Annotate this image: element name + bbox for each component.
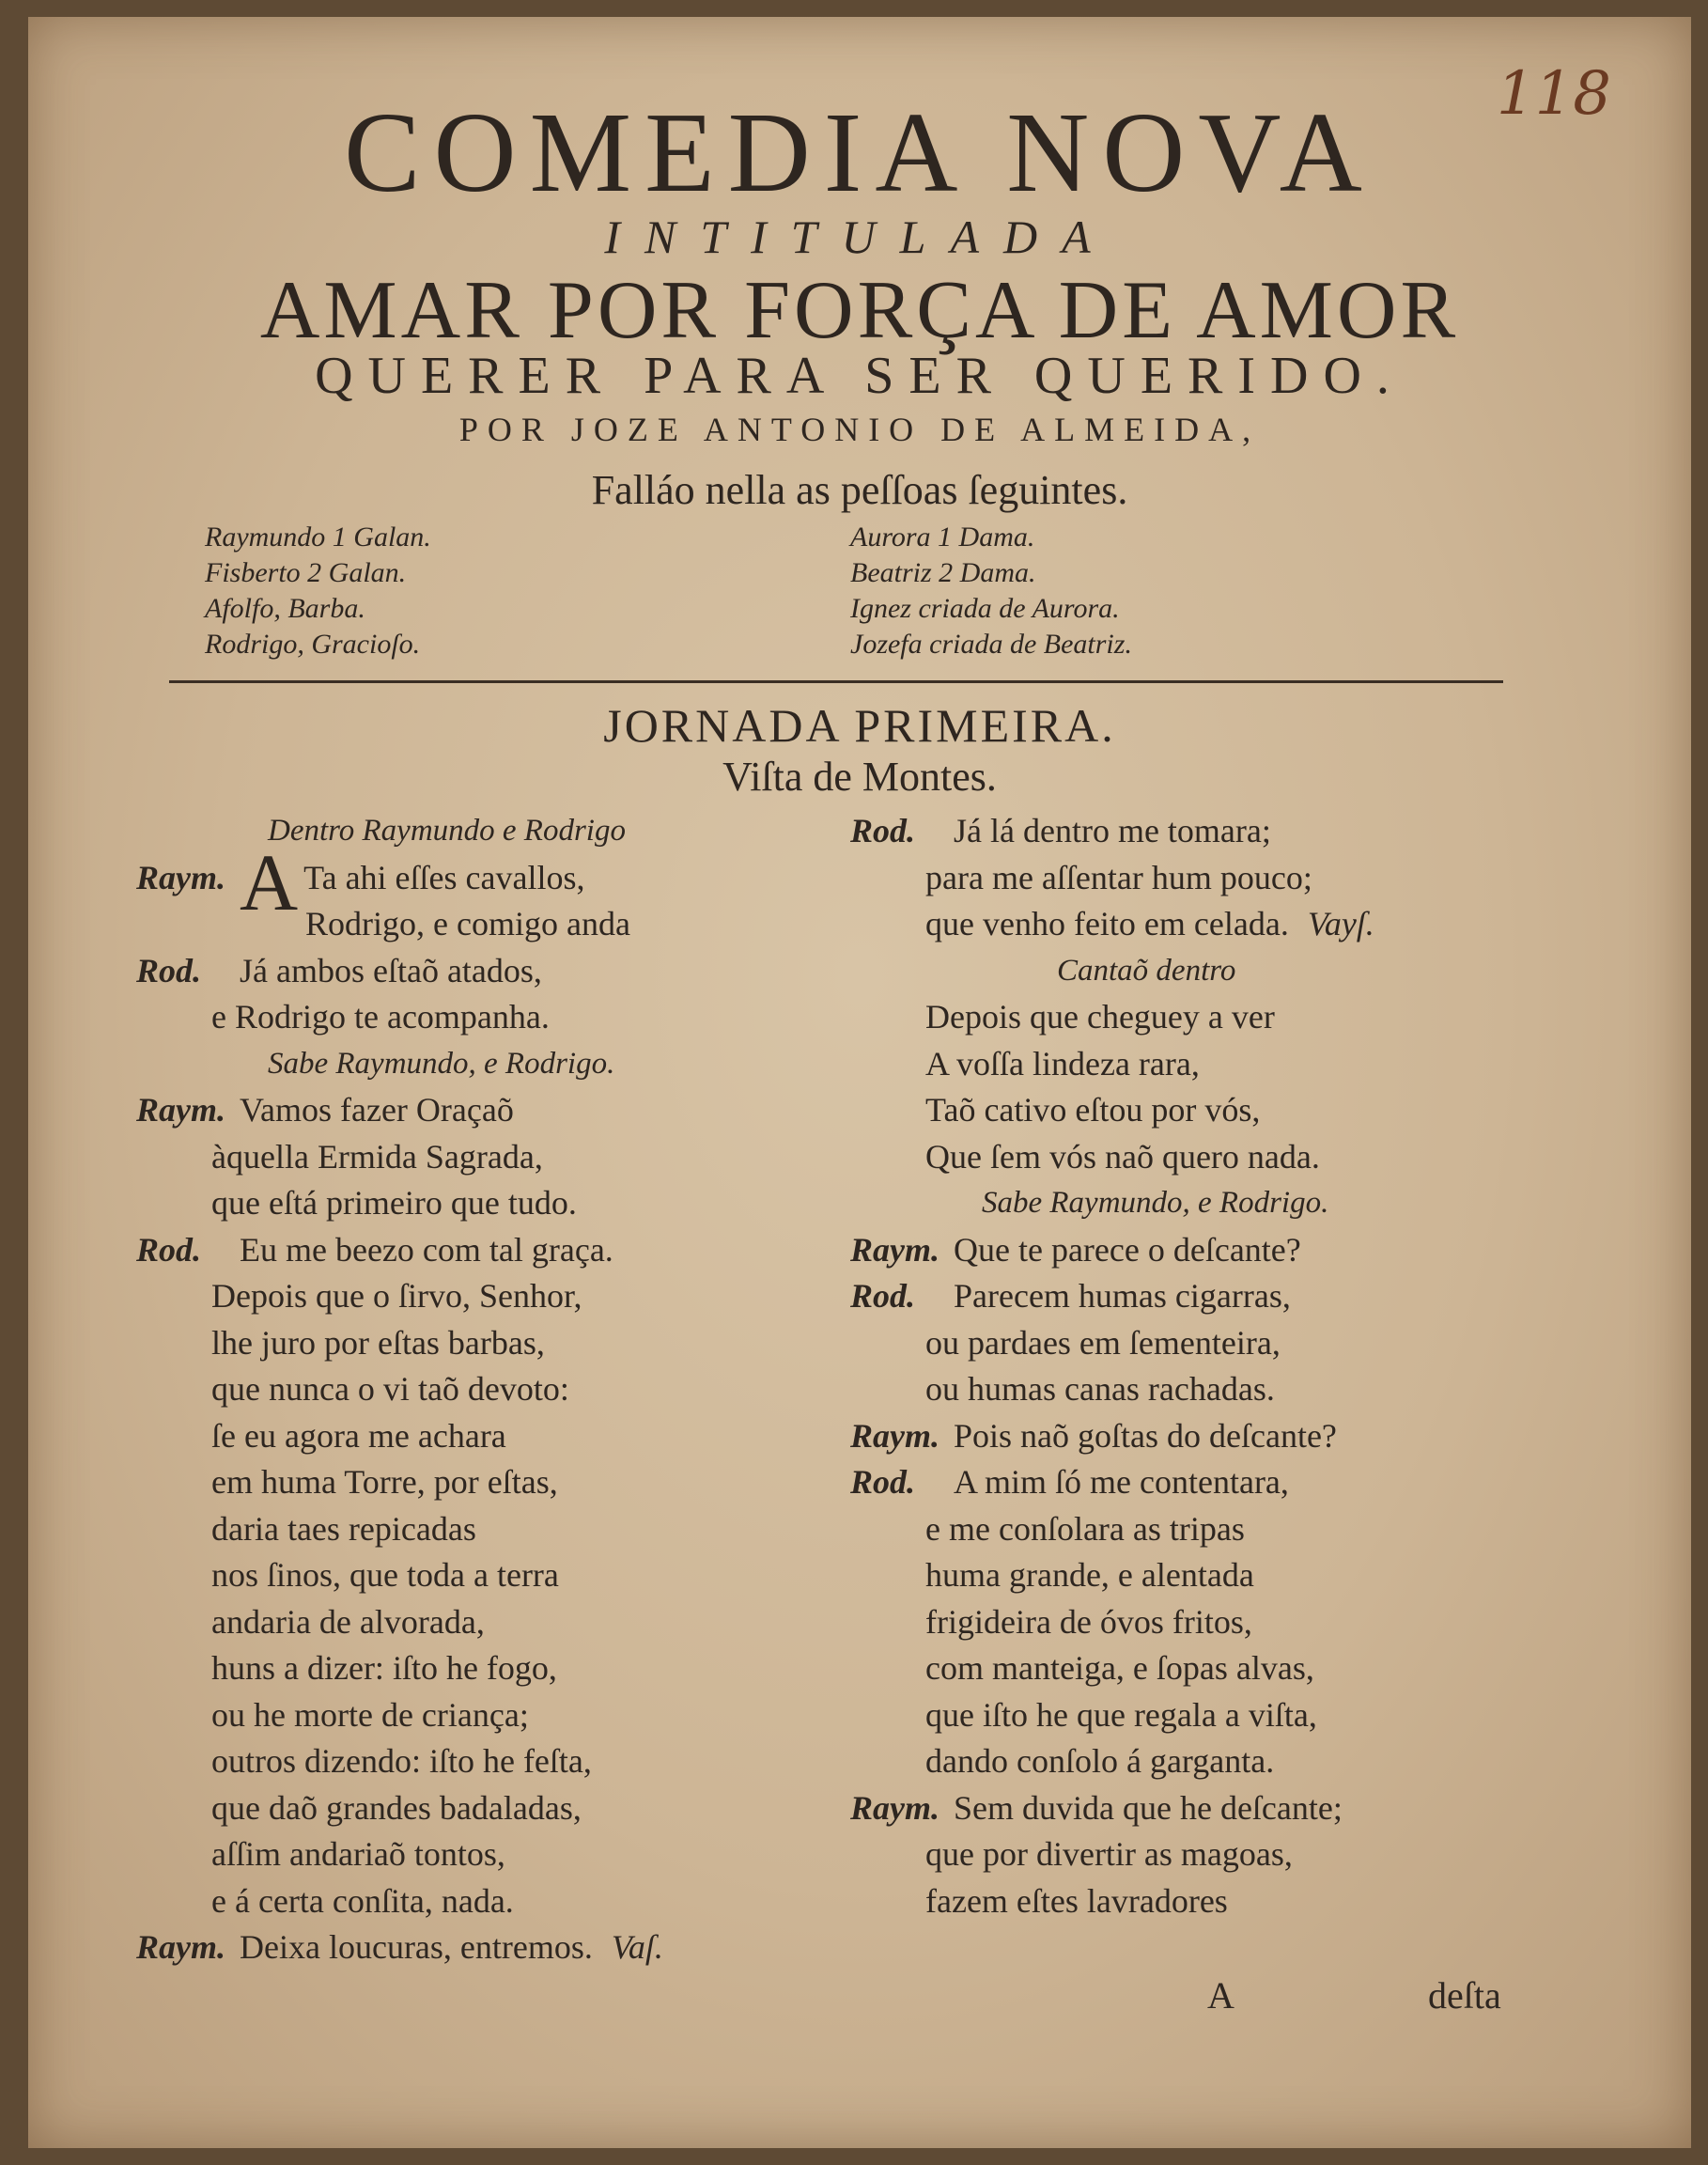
verse-line <box>850 1459 1564 1506</box>
verse-line <box>850 901 1564 948</box>
speaker-label: Rod. <box>850 1463 916 1501</box>
speaker-label: Rod. <box>136 1230 202 1269</box>
verse-line: ou humas canas rachadas. <box>925 1370 1275 1408</box>
verse-text: Já lá dentro me tomara; <box>954 812 1271 849</box>
verse-line: em huma Torre, por eſtas, <box>211 1463 558 1501</box>
verse-line: dando conſolo á garganta. <box>925 1742 1275 1780</box>
title: COMEDIA NOVA <box>344 89 1375 216</box>
speaker-label: Raym. <box>850 1230 939 1269</box>
verse-line: para me aſſentar hum pouco; <box>925 858 1312 896</box>
verse-line: huma grande, e alentada <box>925 1556 1254 1594</box>
speaker-label: Raym. <box>136 1091 225 1129</box>
song-line: Que ſem vós naõ quero nada. <box>925 1137 1320 1176</box>
verse-line: aſſim andariaõ tontos, <box>211 1835 505 1873</box>
verse-text: que venho feito em celada. <box>925 905 1289 942</box>
verse-line: que nunca o vi taõ devoto: <box>211 1370 569 1408</box>
verse-text: Que te parece o deſcante? <box>954 1230 1301 1269</box>
subtitle-line-1: AMAR POR FORÇA DE AMOR <box>259 265 1460 356</box>
verse-line <box>136 1924 860 1971</box>
song-line: Depois que cheguey a ver <box>925 998 1275 1036</box>
cast-item: Ignez criada de Aurora. <box>850 593 1120 624</box>
cast-item: Rodrigo, Gracioſo. <box>205 629 421 660</box>
verse-line: andaria de alvorada, <box>211 1602 485 1641</box>
verse-line <box>850 1413 1564 1460</box>
verse-line: e á certa conſita, nada. <box>211 1881 514 1920</box>
verse-text: Pois naõ goſtas do deſcante? <box>954 1416 1337 1455</box>
cast-list-left <box>205 520 431 662</box>
drop-cap: A <box>240 836 299 927</box>
stage-direction: Sabe Raymundo, e Rodrigo. <box>268 1046 615 1081</box>
exit-direction: Vayſ. <box>1307 905 1374 942</box>
verse-line: fazem eſtes lavradores <box>925 1881 1228 1920</box>
cast-item: Beatriz 2 Dama. <box>850 557 1036 588</box>
cast-item: Afolfo, Barba. <box>205 593 365 624</box>
cast-list-right <box>850 520 1132 662</box>
verse-line: àquella Ermida Sagrada, <box>211 1137 543 1176</box>
verse-line: frigideira de óvos fritos, <box>925 1602 1252 1641</box>
verse-line: e Rodrigo te acompanha. <box>211 998 550 1036</box>
persons-heading: Falláo nella as peſſoas ſeguintes. <box>591 467 1128 513</box>
speaker-label: Rod. <box>850 1277 916 1315</box>
speaker-label: Rod. <box>136 951 202 989</box>
verse-text: Vamos fazer Oraçaõ <box>240 1091 514 1129</box>
verse-text: Deixa loucuras, entremos. <box>240 1928 593 1966</box>
verse-line <box>850 1785 1564 1832</box>
verse-line <box>136 1227 860 1274</box>
stage-direction: Dentro Raymundo e Rodrigo <box>268 814 626 848</box>
verse-line: daria taes repicadas <box>211 1509 476 1548</box>
speaker-label: Raym. <box>850 1416 939 1455</box>
book-page <box>28 17 1691 2148</box>
subtitle-line-2: QUERER PARA SER QUERIDO. <box>315 347 1405 405</box>
cast-item: Fisberto 2 Galan. <box>205 557 407 588</box>
verse-line <box>850 1273 1564 1320</box>
speaker-label: Raym. <box>850 1788 939 1827</box>
verse-text: Já ambos eſtaõ atados, <box>240 951 542 989</box>
verse-text: Sem duvida que he deſcante; <box>954 1788 1343 1827</box>
intitulada-line: INTITULADA <box>604 210 1115 263</box>
verse-line: lhe juro por eſtas barbas, <box>211 1323 545 1362</box>
verse-line: outros dizendo: iſto he feſta, <box>211 1742 592 1780</box>
verse-line: com manteiga, e ſopas alvas, <box>925 1649 1314 1687</box>
folio-number: 118 <box>1496 59 1611 129</box>
verse-line <box>850 1227 1564 1274</box>
verse-line: Rodrigo, e comigo anda <box>305 905 630 942</box>
verse-line: Depois que o ſirvo, Senhor, <box>211 1277 582 1315</box>
verse-line <box>136 1087 860 1134</box>
speaker-label: Rod. <box>850 812 916 849</box>
verse-line: ou he morte de criança; <box>211 1695 529 1734</box>
speaker-label: Raym. <box>136 1928 225 1966</box>
cast-item: Raymundo 1 Galan. <box>205 522 431 553</box>
cast-item: Jozefa criada de Beatriz. <box>850 629 1132 660</box>
author-line: POR JOZE ANTONIO DE ALMEIDA, <box>458 411 1261 448</box>
stage-direction: Cantaõ dentro <box>1057 953 1236 988</box>
verse-line: nos ſinos, que toda a terra <box>211 1556 559 1594</box>
verse-line: que eſtá primeiro que tudo. <box>211 1184 577 1222</box>
signature-mark: A <box>1207 1974 1234 2017</box>
divider-rule <box>169 680 1503 683</box>
verse-text: Parecem humas cigarras, <box>954 1277 1291 1315</box>
cast-item: Aurora 1 Dama. <box>850 522 1035 553</box>
verse-line: que por divertir as magoas, <box>925 1835 1293 1873</box>
stage-direction: Sabe Raymundo, e Rodrigo. <box>982 1186 1329 1220</box>
verse-line: huns a dizer: iſto he fogo, <box>211 1649 557 1687</box>
verse-line <box>850 808 1564 855</box>
act-heading: JORNADA PRIMEIRA. <box>603 699 1116 752</box>
song-line: Taõ cativo eſtou por vós, <box>925 1091 1261 1129</box>
exit-direction: Vaſ. <box>611 1928 663 1966</box>
verse-text: A mim ſó me contentara, <box>954 1463 1289 1501</box>
verse-text: Eu me beezo com tal graça. <box>240 1230 613 1269</box>
text-column-left <box>136 808 860 1971</box>
verse-line: e me conſolara as tripas <box>925 1509 1245 1548</box>
verse-line: que daõ grandes badaladas, <box>211 1788 582 1827</box>
song-line: A voſſa lindeza rara, <box>925 1044 1200 1082</box>
scene-heading: Viſta de Montes. <box>722 754 997 800</box>
verse-line: ou pardaes em ſementeira, <box>925 1323 1281 1362</box>
verse-line: ſe eu agora me achara <box>211 1416 506 1455</box>
verse-text: Ta ahi eſſes cavallos, <box>303 858 585 896</box>
text-column-right <box>850 808 1564 1924</box>
speaker-label: Raym. <box>136 858 225 896</box>
verse-line <box>136 948 860 995</box>
verse-line: que iſto he que regala a viſta, <box>925 1695 1317 1734</box>
catchword: deſta <box>1428 1974 1501 2017</box>
